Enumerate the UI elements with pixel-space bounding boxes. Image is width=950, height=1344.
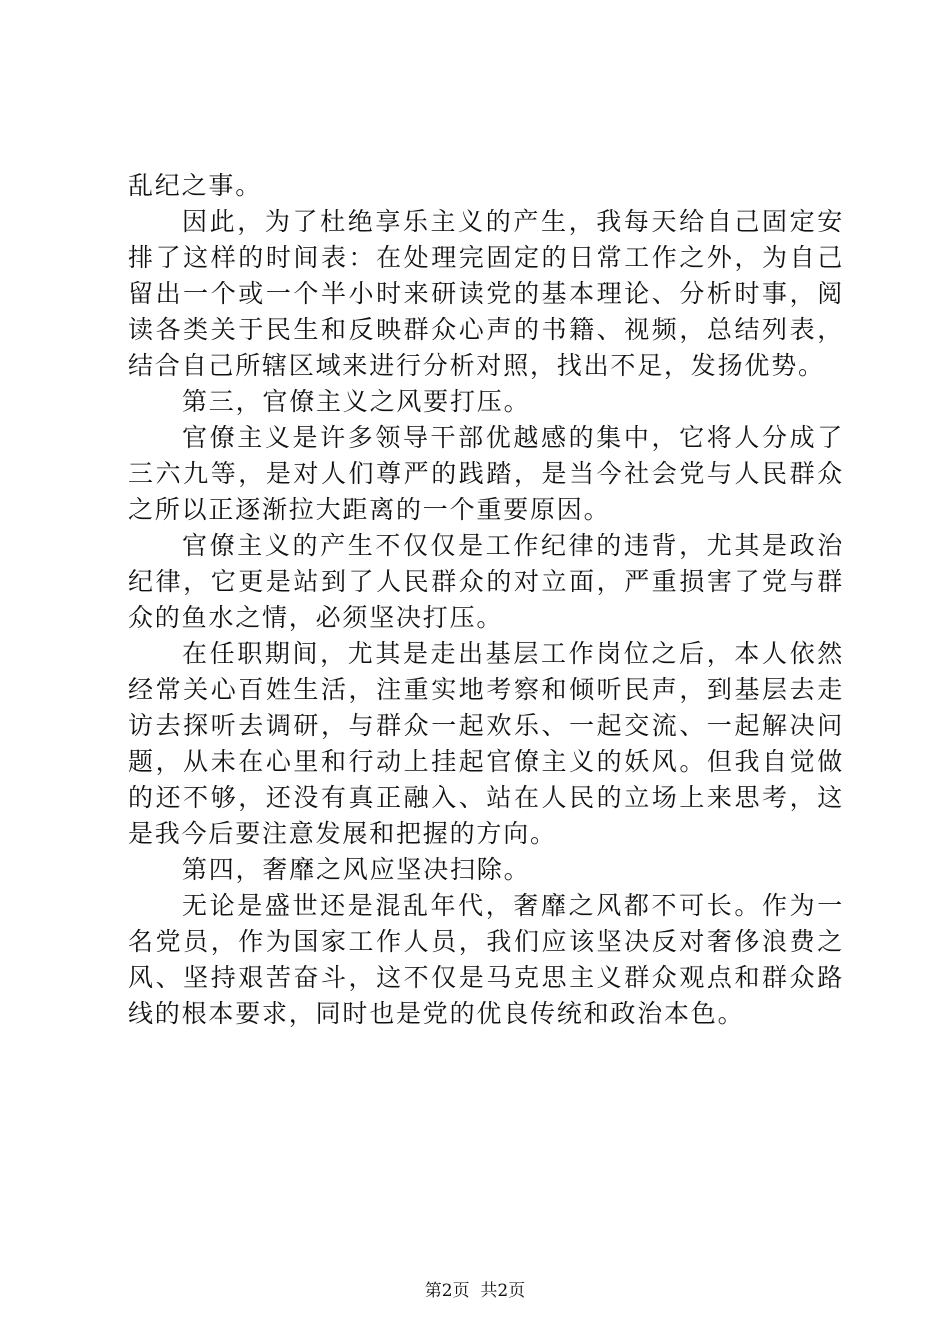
section-heading-third: 第三，官僚主义之风要打压。 <box>182 387 531 416</box>
section-heading-fourth: 第四，奢靡之风应坚决扫除。 <box>182 855 531 884</box>
paragraph-6: 无论是盛世还是混乱年代，奢靡之风都不可长。作为一名党员，作为国家工作人员，我们应该坚决反对奢侈浪费之风、坚持艰苦奋斗，这不仅是马克思主义群众观点和群众路线的根本要求，同时也是党的优良传统和政治本色。 <box>128 891 844 1028</box>
paragraph-5: 在任职期间，尤其是走出基层工作岗位之后，本人依然经常关心百姓生活，注重实地考察和倾听民声，到基层去走访去探听去调研，与群众一起欢乐、一起交流、一起解决问题，从未在心里和行动上挂起官僚主义的妖风。但我自觉做的还不够，还没有真正融入、站在人民的立场上来思考，这是我今后要注意发展和把握的方向。 <box>128 639 844 848</box>
document-body <box>128 168 844 1032</box>
paragraph-2: 因此，为了杜绝享乐主义的产生，我每天给自己固定安排了这样的时间表：在处理完固定的日常工作之外，为自己留出一个或一个半小时来研读党的基本理论、分析时事，阅读各类关于民生和反映群众心声的书籍、视频，总结列表，结合自己所辖区域来进行分析对照，找出不足，发扬优势。 <box>128 207 844 380</box>
page-number: 第2页 共2页 <box>424 1281 526 1301</box>
page-footer <box>0 1280 950 1302</box>
paragraph-3: 官僚主义是许多领导干部优越感的集中，它将人分成了三六九等，是对人们尊严的践踏，是当今社会党与人民群众之所以正逐渐拉大距离的一个重要原因。 <box>128 423 844 524</box>
paragraph-4: 官僚主义的产生不仅仅是工作纪律的违背，尤其是政治纪律，它更是站到了人民群众的对立面，严重损害了党与群众的鱼水之情，必须坚决打压。 <box>128 531 844 632</box>
paragraph-1: 乱纪之事。 <box>128 171 263 200</box>
